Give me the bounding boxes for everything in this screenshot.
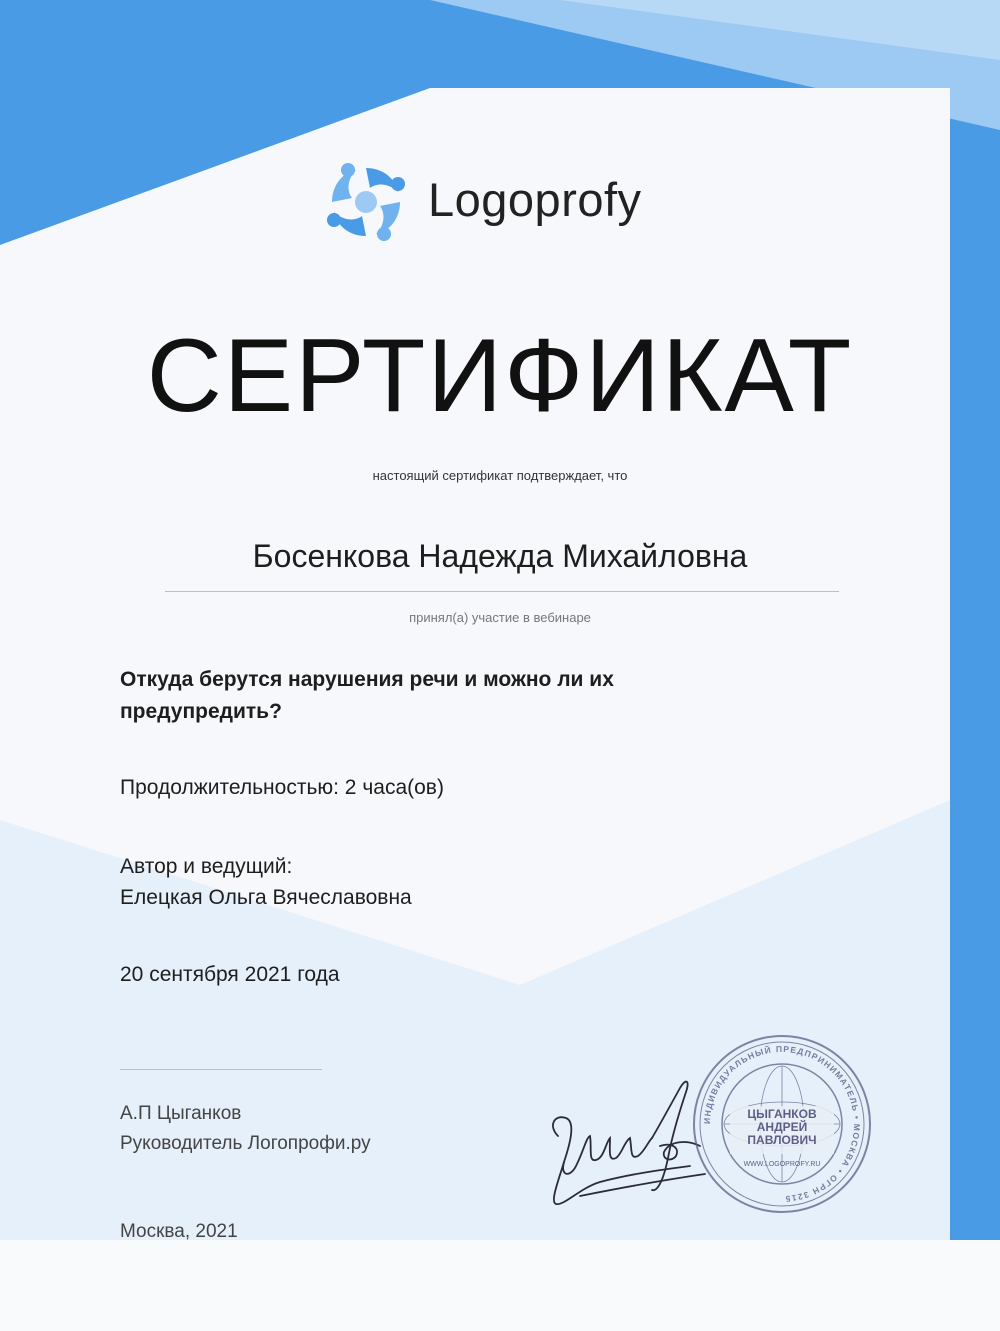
official-stamp <box>690 1032 874 1216</box>
issue-city-year: Москва, 2021 <box>120 1221 238 1242</box>
certificate-date: 20 сентября 2021 года <box>120 963 340 986</box>
director-role: Руководитель Логопрофи.ру <box>120 1133 371 1154</box>
brand-name: Logoprofy <box>428 173 642 226</box>
webinar-duration: Продолжительностью: 2 часа(ов) <box>120 776 444 799</box>
signature-line <box>120 1069 322 1070</box>
recipient-name: Босенкова Надежда Михайловна <box>252 538 748 574</box>
stamp-ring-text: ИНДИВИДУАЛЬНЫЙ ПРЕДПРИНИМАТЕЛЬ • МОСКВА • ОГРН 3215 <box>701 1043 863 1205</box>
certificate-subtitle: настоящий сертификат подтверждает, что <box>372 468 628 483</box>
certificate-title: СЕРТИФИКАТ <box>146 318 854 434</box>
recipient-underline <box>165 591 839 592</box>
webinar-title: Откуда берутся нарушения речи и можно ли их предупредить? <box>120 668 614 723</box>
participation-text: принял(а) участие в вебинаре <box>409 610 591 625</box>
logoprofy-swirl-icon <box>322 158 410 246</box>
stamp-line-3: ПАВЛОВИЧ <box>747 1133 817 1147</box>
stamp-url: WWW.LOGOPROFY.RU <box>743 1161 821 1168</box>
stamp-line-2: АНДРЕЙ <box>756 1120 808 1134</box>
author-name: Елецкая Ольга Вячеславовна <box>120 886 412 909</box>
author-label: Автор и ведущий: <box>120 855 293 878</box>
stamp-line-1: ЦЫГАНКОВ <box>747 1107 817 1121</box>
director-name: А.П Цыганков <box>120 1103 242 1124</box>
